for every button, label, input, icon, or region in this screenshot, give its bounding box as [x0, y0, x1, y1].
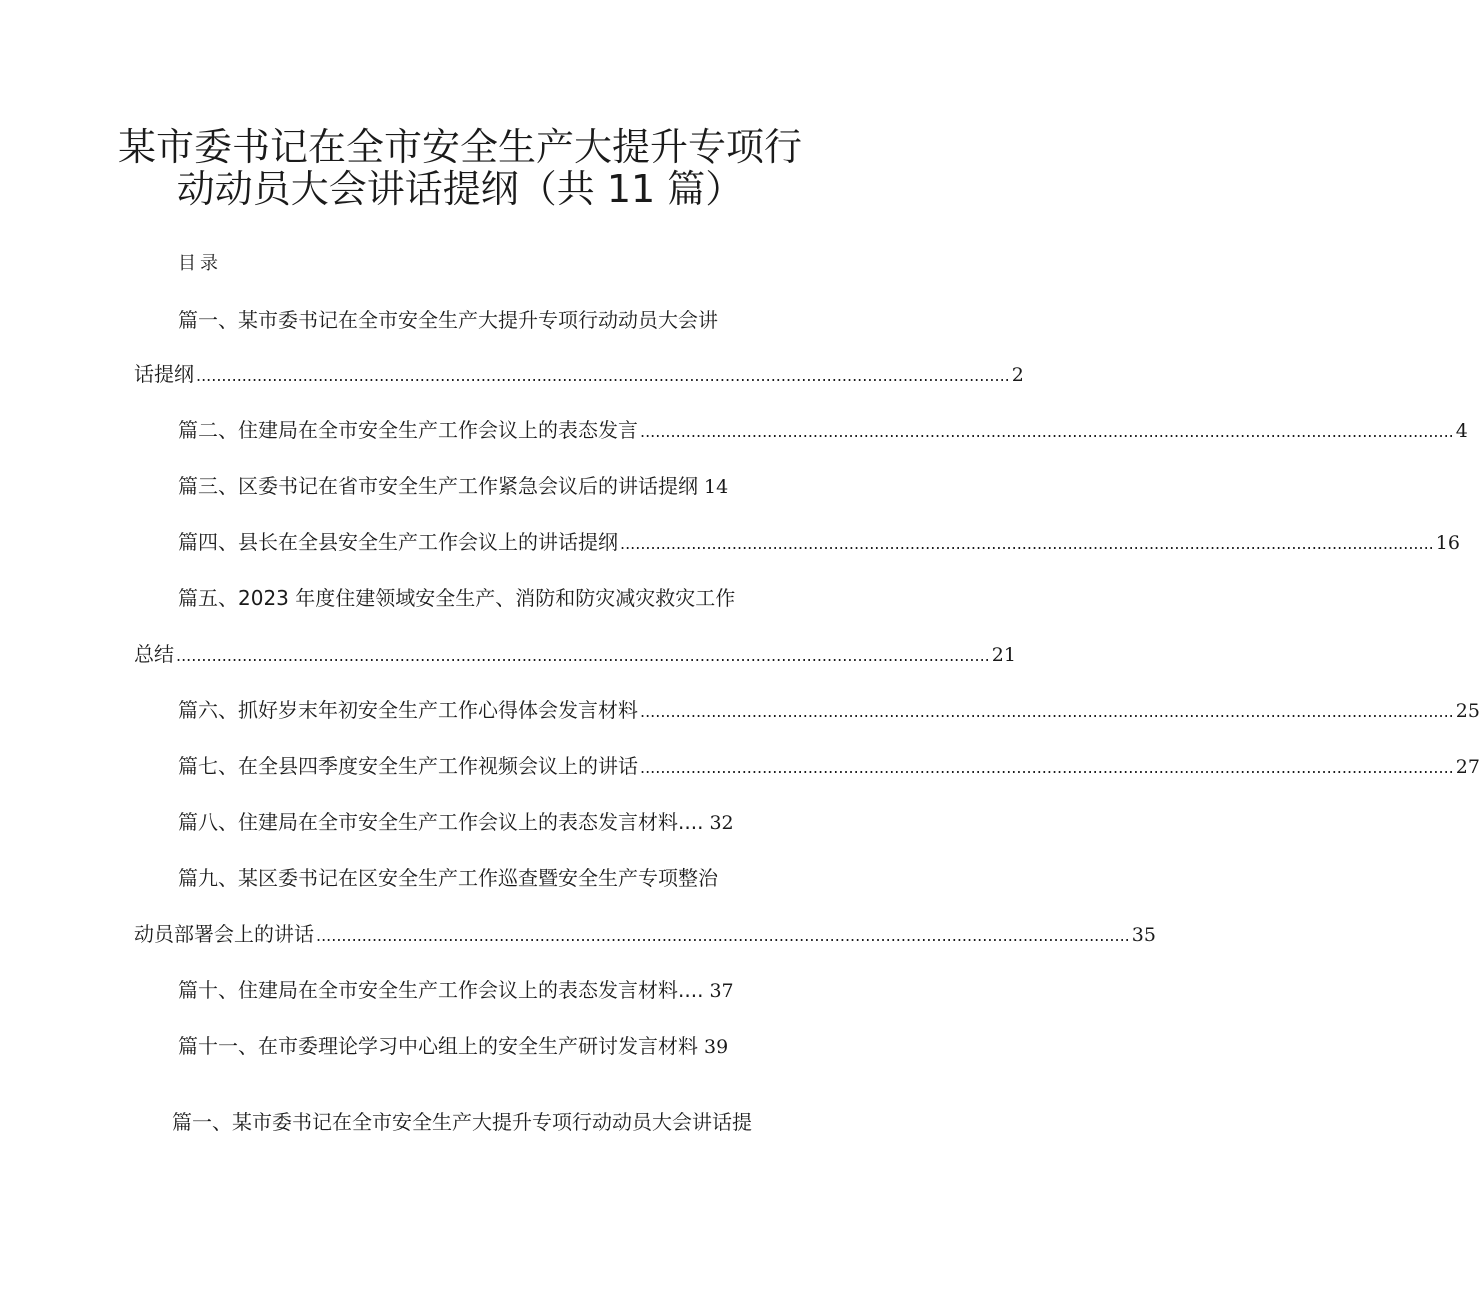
toc-entry-text: 总结 — [134, 642, 174, 666]
toc-page-number: 14 — [704, 476, 729, 498]
toc-dot-leader: ................................................................................................................................................................ — [196, 366, 1010, 385]
toc-entry-4[interactable] — [178, 528, 1460, 556]
toc-page-number: 35 — [1131, 924, 1156, 946]
toc-entry-1-line-1[interactable] — [178, 306, 738, 334]
toc-entry-8[interactable] — [178, 808, 738, 836]
toc-page-number: 21 — [991, 644, 1016, 666]
toc-entry-text: 篇九、某区委书记在区安全生产工作巡查暨安全生产专项整治 — [178, 866, 718, 890]
toc-entry-5-line-2[interactable] — [134, 640, 1016, 668]
toc-dot-leader: ................................................................................................................................................................ — [640, 702, 1454, 721]
toc-entry-10[interactable] — [178, 976, 738, 1004]
toc-dot-leader: ................................................................................................................................................................ — [620, 534, 1434, 553]
toc-entry-text: 篇一、某市委书记在全市安全生产大提升专项行动动员大会讲 — [178, 308, 718, 332]
toc-entry-6[interactable] — [178, 696, 1480, 724]
toc-page-number: 32 — [709, 812, 734, 834]
toc-entry-7[interactable] — [178, 752, 1480, 780]
toc-dot-leader: ................................................................................................................................................................ — [640, 422, 1454, 441]
toc-label: 目录 — [178, 253, 222, 274]
toc-page-number: 25 — [1455, 700, 1480, 722]
toc-entry-11[interactable] — [178, 1032, 738, 1060]
toc-entry-3[interactable] — [178, 472, 738, 500]
toc-entry-1-line-2[interactable] — [134, 360, 1024, 388]
toc-dot-leader: ................................................................................................................................................................ — [316, 926, 1130, 945]
toc-entry-text: 篇六、抓好岁末年初安全生产工作心得体会发言材料 — [178, 698, 638, 722]
toc-page-number: 27 — [1455, 756, 1480, 778]
toc-entry-text: 篇四、县长在全县安全生产工作会议上的讲话提纲 — [178, 530, 618, 554]
toc-dot-leader: ................................................................................................................................................................ — [176, 646, 990, 665]
document-title-line-1: 某市委书记在全市安全生产大提升专项行 — [117, 125, 802, 169]
toc-entry-text: 篇三、区委书记在省市安全生产工作紧急会议后的讲话提纲 — [178, 474, 698, 498]
document-title-line-2: 动动员大会讲话提纲（共 11 篇） — [176, 167, 744, 211]
toc-entry-text: 动员部署会上的讲话 — [134, 922, 314, 946]
toc-page-number: 39 — [704, 1036, 729, 1058]
toc-page-number: 37 — [709, 980, 734, 1002]
toc-dot-leader: ................................................................................................................................................................ — [640, 758, 1454, 777]
toc-entry-text: 篇十、住建局在全市安全生产工作会议上的表态发言材料.... — [178, 978, 704, 1002]
toc-entry-text: 篇二、住建局在全市安全生产工作会议上的表态发言 — [178, 418, 638, 442]
toc-entry-9-line-2[interactable] — [134, 920, 1156, 948]
toc-entry-text: 篇十一、在市委理论学习中心组上的安全生产研讨发言材料 — [178, 1034, 698, 1058]
toc-entry-9-line-1[interactable] — [178, 864, 738, 892]
toc-entry-2[interactable] — [178, 416, 1468, 444]
toc-entry-5-line-1[interactable] — [178, 584, 738, 612]
toc-entry-text: 篇五、2023 年度住建领域安全生产、消防和防灾减灾救灾工作 — [178, 586, 736, 610]
toc-entry-text: 话提纲 — [134, 362, 194, 386]
toc-page-number: 16 — [1435, 532, 1460, 554]
toc-entry-text: 篇七、在全县四季度安全生产工作视频会议上的讲话 — [178, 754, 638, 778]
toc-entry-text: 篇八、住建局在全市安全生产工作会议上的表态发言材料.... — [178, 810, 704, 834]
toc-page-number: 2 — [1011, 364, 1024, 386]
section-heading: 篇一、某市委书记在全市安全生产大提升专项行动动员大会讲话提 — [172, 1110, 752, 1134]
toc-page-number: 4 — [1455, 420, 1468, 442]
